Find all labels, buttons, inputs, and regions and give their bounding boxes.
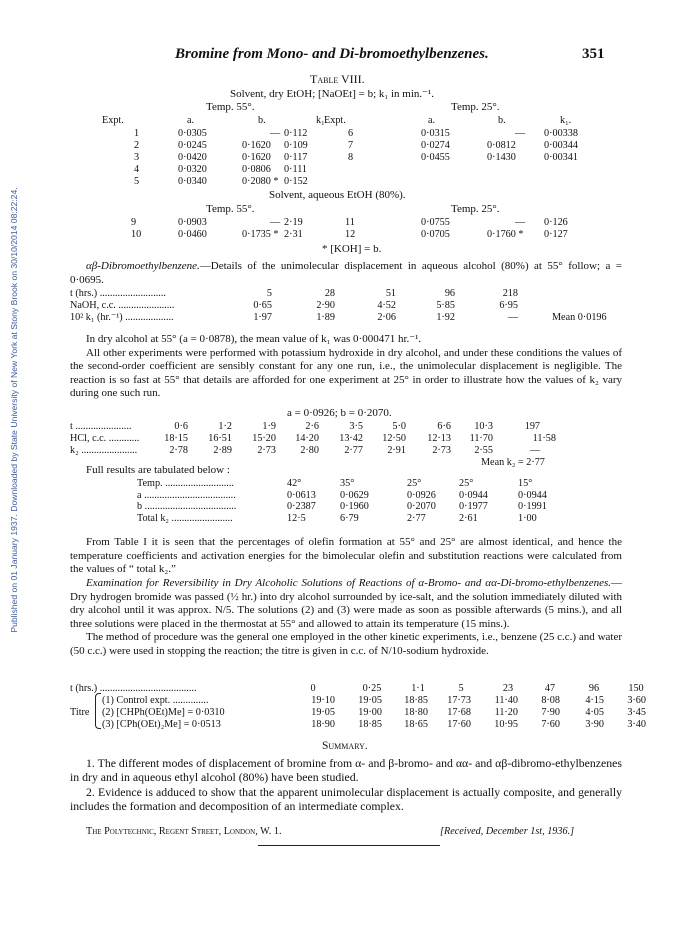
table-viii-cell: 0·1620 [242,152,271,163]
para-dry-2: All other experiments were performed with potassium hydroxide in dry alcohol, and under these conditions the values of the second-order coefficient are sensibly constant for any one run, i.e., the unimolecular displacement is negligible. The reaction is so fast at 55° that details are afforded for one experiment at 25° in order to illustrate how the values of k₂ vary during one such run. [70,346,622,400]
table-viii-aq-cell: 12 [345,229,356,240]
table-d-row-label: (2) [CHPh(OEt)Me] = 0·0310 [102,707,225,718]
table-d-cell: 19·00 [358,707,382,718]
table-c-cell: 15° [518,478,533,489]
table-viii-cell: 0·0340 [178,176,207,187]
table-c-cell: 42° [287,478,302,489]
para-exam-lead: Examination for Reversibility in Dry Alcoholic Solutions of Reactions of α-Bromo- and αα-Di-bromo-ethylbenzenes. [86,577,611,589]
table-c-cell: 25° [459,478,474,489]
table-a-cell: 2·90 [316,300,335,311]
table-c-cell: 0·0629 [340,489,369,501]
table-c-cell: 1·00 [518,512,537,524]
table-c-label: a .................................... [137,489,236,501]
table-b-cell: 2·78 [169,445,188,456]
table-viii-cell: 0·152 [284,176,308,187]
table-b-cell: 1·9 [262,421,276,432]
table-a-cell: 28 [324,288,335,299]
table-d-cell: 18·85 [404,695,428,706]
table-b-cell: 2·80 [300,445,319,456]
table-b-cell: 12·13 [427,433,451,444]
table-d-t-value: 5 [458,683,464,694]
table-viii-aq-cell: — [515,217,526,228]
table-d-cell: 7·60 [541,719,560,730]
table-d-row-label: (1) Control expt. .............. [102,695,209,706]
table-viii-aq-cell: 0·0755 [421,217,450,228]
table-b-cell: 2·89 [213,445,232,456]
table-a-cell: — [507,312,518,323]
table-d-cell: 7·90 [541,707,560,718]
table-d-cell: 17·60 [447,719,471,730]
aq-temp-25-label: Temp. 25°. [451,203,500,215]
table-d-t-value: 1·1 [411,683,425,694]
table-viii-cell: 0·0320 [178,164,207,175]
table-a-mean: Mean 0·0196 [552,312,607,323]
table-a-cell: 5·85 [436,300,455,311]
table-viii-aq-cell: 2·31 [284,229,303,240]
table-a-cell: 4·52 [377,300,396,311]
table-c-cell: 0·0944 [459,489,488,501]
table-caption: Solvent, dry EtOH; [NaOEt] = b; k₁ in min.⁻¹. [230,88,434,100]
para-table1: From Table I it is seen that the percentages of olefin formation at 55° and 25° are almost identical, and hence the temperature coefficients and activation energies for the bimolecular olefin and substitution reactions were calculated from the values of “ total k₂.” [70,536,622,576]
table-viii-cell: 5 [134,176,140,187]
table-c-cell: 0·2070 [407,501,436,512]
table-b-cell: 2·77 [344,445,363,456]
table-d-t-label: t (hrs.) ...................................... [70,683,197,694]
table-viii-aq-cell: 0·0460 [178,229,207,240]
para-dry [70,333,622,401]
table-a-label: 10² k₁ (hr.⁻¹) ................... [70,312,174,323]
table-d-cell: 17·73 [447,695,471,706]
table-viii-aq-cell: 11 [345,217,355,228]
table-viii-header: Expt. [102,115,124,126]
table-d-cell: 10·95 [494,719,518,730]
table-a-cell: 51 [385,288,396,299]
table-title: Table VIII. [310,72,365,86]
table-viii-aq-cell: 2·19 [284,217,303,228]
table-viii-cell: 0·0420 [178,152,207,163]
aqueous-caption: Solvent, aqueous EtOH (80%). [269,189,406,201]
table-viii-header: a. [428,115,436,126]
table-viii-aq-cell: 10 [131,229,142,240]
table-d-t-value: 0·25 [362,683,382,694]
table-a-cell: 2·06 [377,312,396,323]
table-d-cell: 11·40 [494,695,518,706]
table-c-cell: 0·1991 [518,501,547,512]
table-b-cell: 2·55 [474,445,493,456]
table-c-cell: 2·77 [407,512,426,524]
temp-55-label: Temp. 55°. [206,101,255,113]
table-c-cell: 25° [407,478,422,489]
table-c-label: Total k₂ ........................ [137,512,233,524]
para-examination [70,577,622,659]
titre-brace [95,693,101,729]
table-c-cell: 0·1977 [459,501,488,512]
table-viii-cell: 0·0806 [242,164,271,175]
table-c-cell: 35° [340,478,355,489]
table-viii-cell: 0·00344 [544,140,578,151]
table-viii-cell: 2 [134,140,140,151]
table-b-cell: 1·2 [218,421,232,432]
table-viii-header: b. [498,115,506,126]
table-c-cell: 12·5 [287,512,306,524]
table-b-cell: 0·6 [174,421,188,432]
table-c-cell: 0·0926 [407,489,436,501]
table-b-label: t ...................... [70,421,132,432]
table-d-t-value: 96 [588,683,600,694]
summary-title: Summary. [322,740,368,752]
table-a-cell: 1·92 [436,312,455,323]
table-viii-cell: 0·00341 [544,152,578,163]
download-watermark: Published on 01 January 1937. Downloaded by State University of New York at Stony Brook on 30/10/2014 08:22:24. [9,187,19,633]
table-viii-cell: 1 [134,128,140,139]
table-a-cell: 6·95 [499,300,518,311]
table-d-cell: 18·80 [404,707,428,718]
table-viii-aq-cell: 9 [131,217,137,228]
table-b-cell: 10·3 [474,421,493,432]
table-c-cell: 0·0944 [518,489,547,501]
table-a-label: t (hrs.) .......................... [70,288,166,299]
para-exam-2: The method of procedure was the general one employed in the other kinetic experiments, i.e., benzene (25 c.c.) and water (50 c.c.) were used in stopping the reaction; the titre is given in c.c. of N/10-sodium hydroxide. [70,631,622,657]
table-b-caption: a = 0·0926; b = 0·2070. [287,407,392,419]
table-viii-cell: 8 [348,152,354,163]
para-dibromo [70,260,622,287]
table-b-label: k₂ ...................... [70,445,138,456]
summary-point-1: 1. The different modes of displacement of bromine from α- and β-bromo- and αα- and αβ-dibromo-ethylbenzenes in dry and in aqueous ethyl alcohol (80%) have been studied. [70,756,622,785]
table-viii-header: b. [258,115,266,126]
table-d-cell: 19·10 [311,695,335,706]
table-b-cell: 5·0 [392,421,406,432]
table-viii-cell: 0·0812 [487,140,516,151]
table-d-cell: 3·60 [627,695,646,706]
running-title: Bromine from Mono- and Di-bromoethylbenzenes. [175,46,489,62]
table-c-cell: 0·0613 [287,489,316,501]
table-viii-aq-cell: 0·126 [544,217,568,228]
table-b-cell: 18·15 [164,433,188,444]
table-c-label: b .................................... [137,501,237,512]
table-viii-cell: — [515,128,526,139]
table-a-cell: 1·89 [316,312,335,323]
table-b-cell: — [529,445,540,456]
footer-address: The Polytechnic, Regent Street, London, W. 1. [86,826,282,837]
table-a-cell: 96 [444,288,455,299]
table-d-cell: 8·08 [541,695,560,706]
table-d-cell: 17·68 [447,707,471,718]
table-b-cell: 12·50 [382,433,406,444]
table-viii-cell: 0·117 [284,152,308,163]
table-a-cell: 218 [502,288,518,299]
table-viii-cell: — [270,128,281,139]
table-b-cell: 11·70 [469,433,493,444]
table-b-cell: 13·42 [339,433,363,444]
table-d-row-label: (3) [CPh(OEt)₂Me] = 0·0513 [102,719,221,730]
table-d-cell: 4·15 [585,695,604,706]
para-dibromo-lead: αβ-Dibromoethylbenzene. [86,260,200,272]
table-viii-cell: 4 [134,164,140,175]
table-viii-aq-cell: 0·0903 [178,217,207,228]
table-viii-header: k₁. [560,115,572,126]
table-d-cell: 3·45 [627,707,646,718]
table-c-cell: 2·61 [459,512,478,524]
table-viii-aq-cell: — [270,217,281,228]
table-viii-cell: 0·1430 [487,152,516,163]
table-a-cell: 5 [266,288,272,299]
table-d-t-value: 150 [628,683,644,694]
summary-body [70,756,622,814]
table-d-t-value: 47 [544,683,556,694]
para-dry-1: In dry alcohol at 55° (a = 0·0878), the mean value of k₁ was 0·000471 hr.⁻¹. [86,333,422,345]
table-viii-aq-cell: 0·0705 [421,229,450,240]
table-viii-cell: 6 [348,128,354,139]
summary-point-2: 2. Evidence is adduced to show that the apparent unimolecular displacement is actually composite, and generally includes the formation and decomposition of an intermediate complex. [70,784,622,814]
table-viii-cell: 7 [348,140,354,151]
table-b-label: HCl, c.c. ............ [70,433,140,444]
table-b-cell: 3·5 [349,421,363,432]
table-d-t-value: 23 [502,683,514,694]
table-a-cell: 1·97 [253,312,272,323]
table-viii-cell: 3 [134,152,140,163]
table-d-t-value: 0 [310,683,316,694]
footer-received: [Received, December 1st, 1936.] [440,826,575,837]
table-viii-aq-cell: 0·1760 * [487,229,524,240]
table-b-cell: 2·6 [305,421,319,432]
table-b-cell: 16·51 [208,433,232,444]
table-viii-header: a. [187,115,195,126]
table-b-cell: 197 [524,421,540,432]
table-viii-cell: 0·111 [284,164,308,175]
table-viii-cell: 0·109 [284,140,308,151]
table-viii-cell: 0·00338 [544,128,578,139]
table-viii-cell: 0·0455 [421,152,450,163]
table-d-cell: 18·65 [404,719,428,730]
table-d-cell: 18·85 [358,719,382,730]
table-c-label: Temp. ........................... [137,478,234,489]
table-c-cell: 0·1960 [340,501,369,512]
table-b-cell: 2·91 [387,445,406,456]
temp-25-label: Temp. 25°. [451,101,500,113]
table-a-cell: 0·65 [253,300,272,311]
table-b-cell: 11·58 [532,433,556,444]
table-viii-header: Expt. [324,115,346,126]
page-number: 351 [582,46,605,62]
para-dibromo-text: —Details of the unimolecular displacement in aqueous alcohol (80%) at 55° follow; a = 0·0695. [70,260,622,286]
table-viii-cell: 0·0305 [178,128,207,139]
table-viii-header: k₁. [316,115,328,126]
table-a-label: NaOH, c.c. ...................... [70,300,175,311]
table-d-cell: 4·05 [585,707,604,718]
table-d-titre-label: Titre [70,707,90,718]
table-viii-cell: 0·0245 [178,140,207,151]
aq-temp-55-label: Temp. 55°. [206,203,255,215]
table-footnote: * [KOH] = b. [322,243,382,255]
table-c-cell: 0·2387 [287,501,316,512]
table-b-cell: 2·73 [257,445,276,456]
para-exam-text: —Dry hydrogen bromide was passed (½ hr.) into dry alcohol surrounded by ice-salt, and the solution immediately diluted with dry alcohol until it was approx. N/5. The solutions (2) and (3) were made as soon as possible afterwards (5 mins.), and all three solutions were placed in the thermostat at 55° and allowed to attain its temperature (15 mins.). [70,577,622,630]
table-viii-cell: 0·1620 [242,140,271,151]
table-viii-cell: 0·0315 [421,128,450,139]
table-d-cell: 19·05 [358,695,382,706]
table-viii-aq-cell: 0·127 [544,229,568,240]
table-viii-aq-cell: 0·1735 * [242,229,279,240]
end-rule [258,845,440,846]
table-viii-cell: 0·0274 [421,140,450,151]
table-viii-cell: 0·2080 * [242,176,279,187]
table-d-cell: 11·20 [494,707,518,718]
table-b-cell: 6·6 [437,421,451,432]
full-results-intro: Full results are tabulated below : [86,464,230,476]
table-d-cell: 3·40 [627,719,646,730]
table-c-cell: 6·79 [340,512,359,524]
table-b-cell: 2·73 [432,445,451,456]
table-b-cell: 15·20 [252,433,276,444]
table-b-mean: Mean k₂ = 2·77 [481,457,545,468]
table-d-cell: 19·05 [311,707,335,718]
table-viii-cell: 0·112 [284,128,308,139]
table-d-cell: 3·90 [585,719,604,730]
table-b-cell: 14·20 [295,433,319,444]
table-d-cell: 18·90 [311,719,335,730]
